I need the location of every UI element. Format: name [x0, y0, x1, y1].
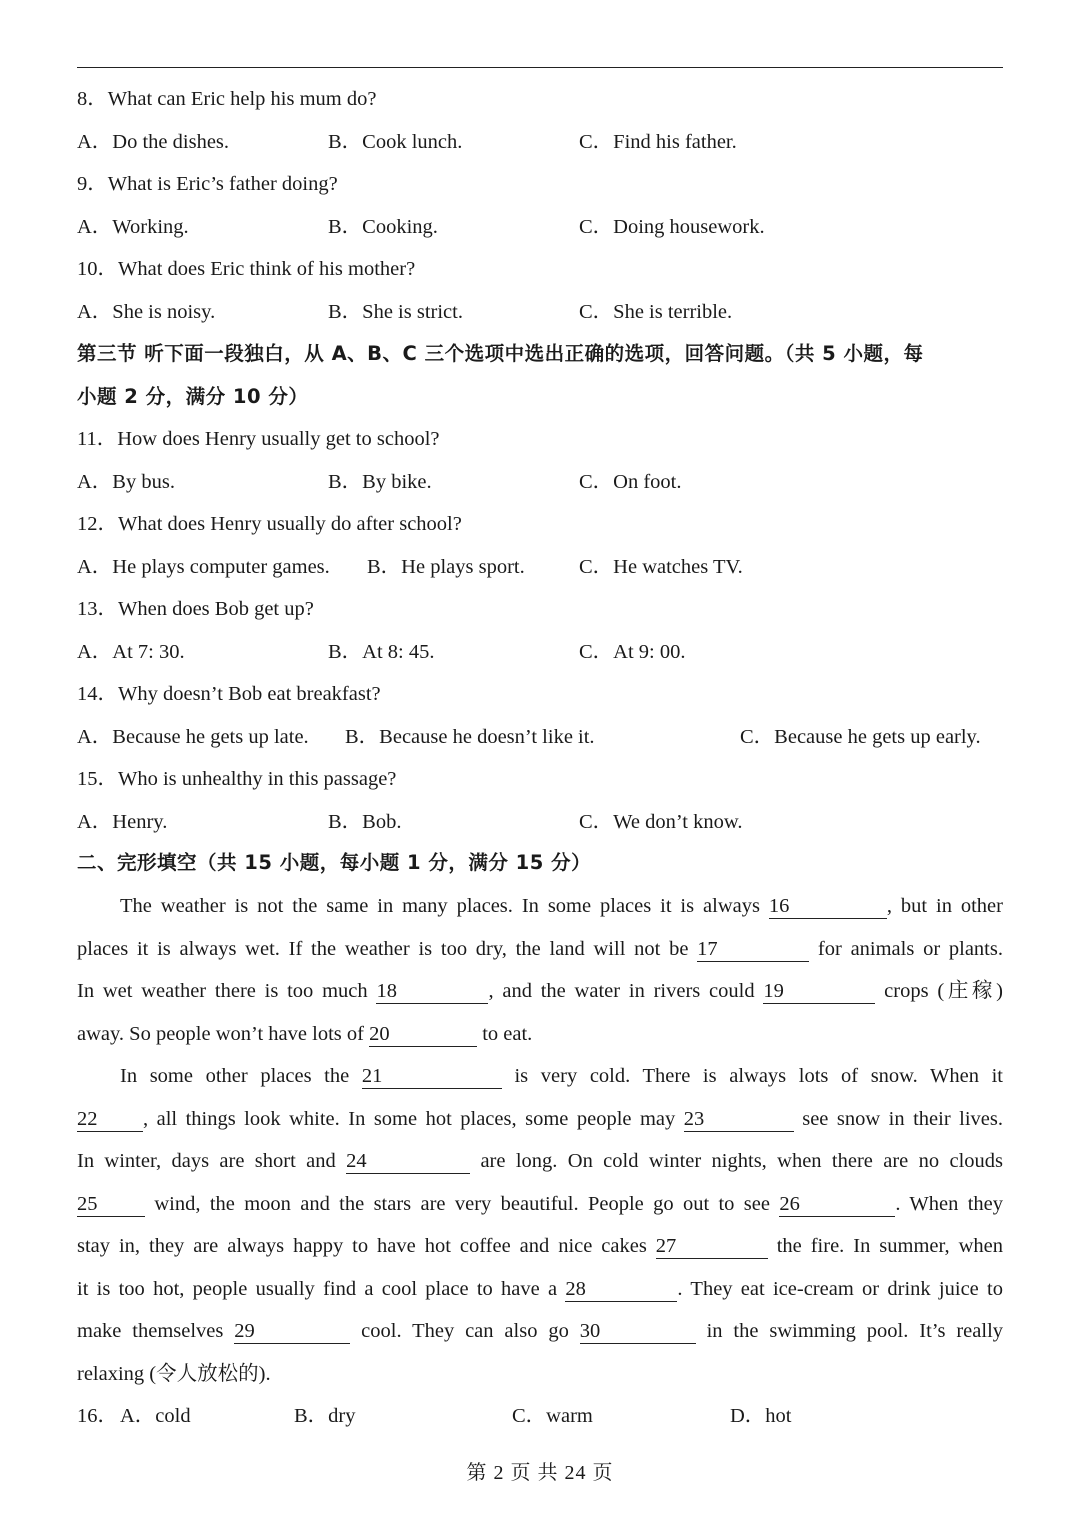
- option-a: A．cold: [120, 1405, 191, 1427]
- blank-16: 16: [769, 894, 887, 919]
- option-a: A．Working.: [77, 216, 189, 238]
- question-15: [77, 764, 1003, 794]
- options-9: [77, 212, 1003, 242]
- question-text: 8．What can Eric help his mum do?: [77, 88, 377, 110]
- section-3-heading-cont: 小题 2 分，满分 10 分）: [77, 385, 309, 408]
- options-13: [77, 637, 1003, 667]
- blank-20: 20: [369, 1022, 477, 1047]
- passage-line: relaxing (令人放松的).: [77, 1362, 271, 1385]
- blank-27: 27: [656, 1234, 768, 1259]
- passage-line: 22 , all things look white. In some hot places, some people may 23 see snow in their lives.: [77, 1107, 1003, 1130]
- passage-line: In some other places the 21 is very cold. There is always lots of snow. When it: [120, 1065, 1003, 1087]
- question-12: [77, 509, 1003, 539]
- passage-line: it is too hot, people usually find a cool place to have a 28 . They eat ice-cream or drink juice to: [77, 1277, 1003, 1300]
- option-d: D．hot: [730, 1405, 792, 1427]
- option-a: A．By bus.: [77, 471, 175, 493]
- part-2-heading: 二、完形填空（共 15 小题，每小题 1 分，满分 15 分）: [77, 851, 592, 874]
- option-c: C．We don’t know.: [579, 811, 743, 833]
- option-b: B．dry: [294, 1405, 356, 1427]
- option-b: B．By bike.: [328, 471, 432, 493]
- question-13: [77, 594, 1003, 624]
- blank-26: 26: [779, 1192, 895, 1217]
- question-8: [77, 84, 1003, 114]
- blank-29: 29: [234, 1319, 350, 1344]
- section-3-heading: 第三节 听下面一段独白，从 A、B、C 三个选项中选出正确的选项，回答问题。（共 5 小题，每: [77, 342, 924, 365]
- passage-line: In wet weather there is too much 18 , and the water in rivers could 19 crops (庄稼): [77, 980, 1003, 1002]
- option-a: A．He plays computer games.: [77, 556, 330, 578]
- options-8: [77, 127, 1003, 157]
- blank-19: 19: [763, 979, 875, 1004]
- option-a: A．At 7: 30.: [77, 641, 185, 663]
- header-rule: [77, 67, 1003, 68]
- blank-23: 23: [684, 1107, 794, 1132]
- option-c: C．Find his father.: [579, 131, 737, 153]
- passage-line: stay in, they are always happy to have hot coffee and nice cakes 27 the fire. In summer, when: [77, 1235, 1003, 1257]
- passage-line: 25 wind, the moon and the stars are very beautiful. People go out to see 26 . When they: [77, 1192, 1003, 1215]
- question-text: 15．Who is unhealthy in this passage?: [77, 768, 397, 790]
- options-12: [77, 552, 1003, 582]
- option-a: A．Because he gets up late.: [77, 726, 309, 748]
- blank-17: 17: [697, 937, 809, 962]
- blank-30: 30: [580, 1319, 696, 1344]
- option-b: B．At 8: 45.: [328, 641, 435, 663]
- options-14: [77, 722, 1003, 752]
- option-a: A．She is noisy.: [77, 301, 216, 323]
- cloze-passage: [77, 891, 1003, 1401]
- option-c: C．warm: [512, 1405, 593, 1427]
- option-c: C．On foot.: [579, 471, 682, 493]
- options-15: [77, 807, 1003, 837]
- page-footer: 第 2 页 共 24 页: [466, 1462, 614, 1484]
- question-text: 10．What does Eric think of his mother?: [77, 258, 416, 280]
- question-16: [77, 1401, 1003, 1431]
- option-b: B．He plays sport.: [367, 556, 525, 578]
- option-c: C．Doing housework.: [579, 216, 765, 238]
- blank-28: 28: [565, 1277, 677, 1302]
- option-b: B．She is strict.: [328, 301, 463, 323]
- passage-line: In winter, days are short and 24 are long. On cold winter nights, when there are no clouds: [77, 1150, 1003, 1172]
- passage-line: away. So people won’t have lots of 20 to eat.: [77, 1022, 533, 1045]
- question-11: [77, 424, 1003, 454]
- options-10: [77, 297, 1003, 327]
- blank-22: 22: [77, 1107, 143, 1132]
- blank-24: 24: [346, 1149, 470, 1174]
- option-c: C．Because he gets up early.: [740, 726, 981, 748]
- question-text: 11．How does Henry usually get to school?: [77, 428, 440, 450]
- passage-line: make themselves 29 cool. They can also go 30 in the swimming pool. It’s really: [77, 1320, 1004, 1342]
- question-10: [77, 254, 1003, 284]
- option-a: A．Henry.: [77, 811, 168, 833]
- option-c: C．He watches TV.: [579, 556, 743, 578]
- question-text: 12．What does Henry usually do after school?: [77, 513, 462, 535]
- question-text: 13．When does Bob get up?: [77, 598, 314, 620]
- question-number: 16．: [77, 1405, 118, 1427]
- option-c: C．At 9: 00.: [579, 641, 686, 663]
- options-11: [77, 467, 1003, 497]
- option-b: B．Cooking.: [328, 216, 438, 238]
- blank-18: 18: [376, 979, 488, 1004]
- question-text: 14．Why doesn’t Bob eat breakfast?: [77, 683, 381, 705]
- option-b: B．Because he doesn’t like it.: [345, 726, 595, 748]
- option-b: B．Cook lunch.: [328, 131, 463, 153]
- passage-line: places it is always wet. If the weather is too dry, the land will not be 17 for animals or plants.: [77, 937, 1003, 960]
- option-c: C．She is terrible.: [579, 301, 733, 323]
- option-b: B．Bob.: [328, 811, 402, 833]
- passage-line: The weather is not the same in many places. In some places it is always 16 , but in other: [120, 895, 1003, 917]
- blank-21: 21: [362, 1064, 502, 1089]
- question-text: 9．What is Eric’s father doing?: [77, 173, 338, 195]
- option-a: A．Do the dishes.: [77, 131, 230, 153]
- question-9: [77, 169, 1003, 199]
- blank-25: 25: [77, 1192, 145, 1217]
- question-14: [77, 679, 1003, 709]
